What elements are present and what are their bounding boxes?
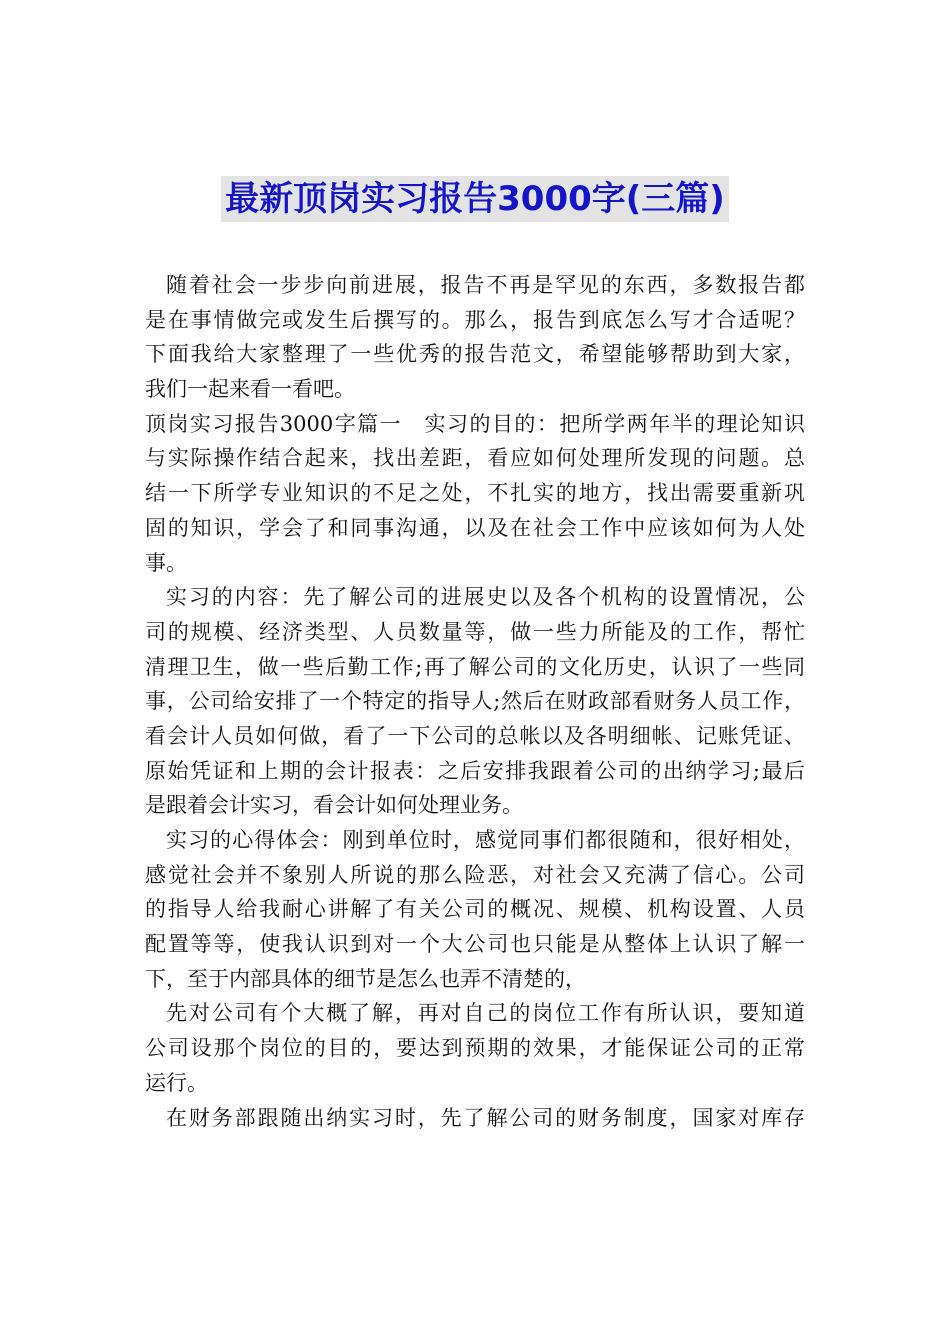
text-line: 先对公司有个大概了解，再对自己的岗位工作有所认识，要知道 xyxy=(166,1001,805,1026)
text-line: 实习的内容：先了解公司的进展史以及各个机构的设置情况，公 xyxy=(166,585,805,610)
text-line: 在财务部跟随出纳实习时，先了解公司的财务制度，国家对库存 xyxy=(166,1105,805,1130)
title-container xyxy=(0,176,950,222)
text-line: 下面我给大家整理了一些优秀的报告范文，希望能够帮助到大家， xyxy=(145,342,805,367)
text-line: 下，至于内部具体的细节是怎么也弄不清楚的， xyxy=(145,966,586,991)
text-line: 公司设那个岗位的目的，要达到预期的效果，才能保证公司的正常 xyxy=(145,1036,805,1061)
text-line: 实习的心得体会：刚到单位时，感觉同事们都很随和，很好相处， xyxy=(166,828,805,852)
text-line: 原始凭证和上期的会计报表：之后安排我跟着公司的出纳学习;最后 xyxy=(145,758,805,783)
text-line: 看会计人员如何做，看了一下公司的总帐以及各明细帐、记账凭证、 xyxy=(145,723,805,748)
text-line: 事。 xyxy=(145,550,187,575)
text-line: 运行。 xyxy=(145,1070,208,1095)
text-line: 的指导人给我耐心讲解了有关公司的概况、规模、机构设置、人员 xyxy=(145,897,805,922)
text-line: 清理卫生，做一些后勤工作;再了解公司的文化历史，认识了一些同 xyxy=(145,654,805,679)
document-body xyxy=(145,268,805,1135)
text-line: 顶岗实习报告3000字篇一 实习的目的：把所学两年半的理论知识 xyxy=(145,411,805,436)
text-line: 配置等等，使我认识到对一个大公司也只能是从整体上认识了解一 xyxy=(145,932,805,957)
text-line: 是在事情做完或发生后撰写的。那么，报告到底怎么写才合适呢？ xyxy=(145,307,805,332)
text-line: 司的规模、经济类型、人员数量等，做一些力所能及的工作，帮忙 xyxy=(145,619,805,644)
text-line: 随着社会一步步向前进展，报告不再是罕见的东西，多数报告都 xyxy=(166,273,805,297)
text-line: 固的知识，学会了和同事沟通，以及在社会工作中应该如何为人处 xyxy=(145,515,805,540)
document-title: 最新顶岗实习报告3000字(三篇) xyxy=(221,176,729,222)
text-line: 事，公司给安排了一个特定的指导人;然后在财政部看财务人员工作， xyxy=(145,689,805,714)
text-line: 结一下所学专业知识的不足之处，不扎实的地方，找出需要重新巩 xyxy=(145,481,805,506)
text-line: 我们一起来看一看吧。 xyxy=(145,377,355,402)
text-line: 与实际操作结合起来，找出差距，看应如何处理所发现的问题。总 xyxy=(145,446,805,471)
text-line: 感觉社会并不象别人所说的那么险恶，对社会又充满了信心。公司 xyxy=(145,862,805,887)
text-line: 是跟着会计实习，看会计如何处理业务。 xyxy=(145,793,523,818)
